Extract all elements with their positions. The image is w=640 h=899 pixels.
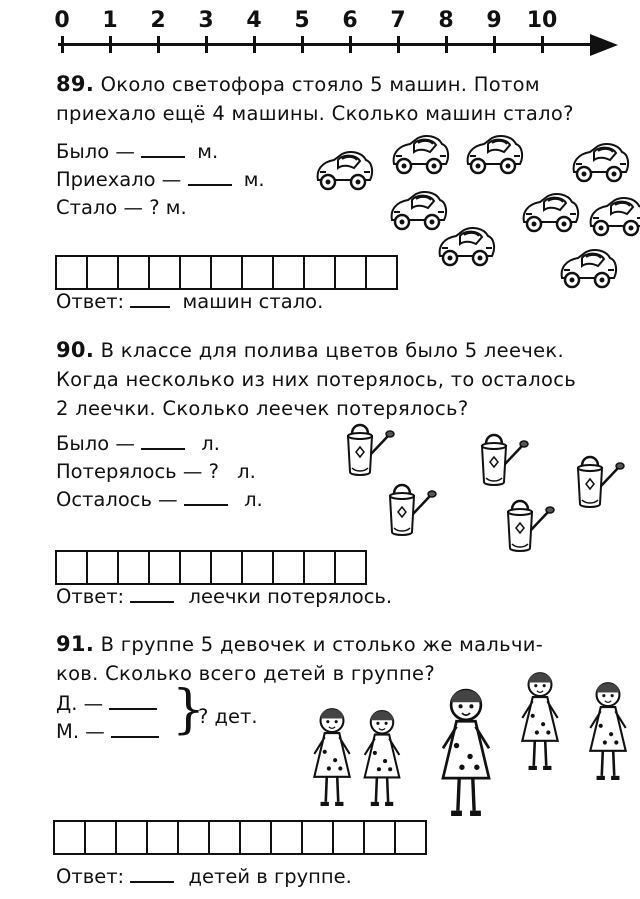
curly-brace: } [172,680,206,740]
row-devochki: Д. — [56,692,157,715]
solution-cell[interactable] [239,820,272,855]
solution-cell[interactable] [55,550,88,585]
car-illustration [568,142,632,186]
car-illustration [388,134,452,178]
solution-cell[interactable] [365,255,398,290]
solution-cell[interactable] [210,255,243,290]
solution-cell[interactable] [241,550,274,585]
solution-cell[interactable] [117,550,150,585]
row-bylo: Было — м. [56,140,219,163]
problem-91-text-line2: ков. Сколько всего детей в группе? [56,662,435,685]
watering-can-illustration [470,428,530,490]
solution-cell[interactable] [179,550,212,585]
solution-cell[interactable] [117,255,150,290]
problem-90-text-line2: Когда несколько из них потерялось, то осталось [56,368,577,391]
number-line-label: 3 [198,8,214,33]
solution-cell[interactable] [53,820,86,855]
answer-blank[interactable] [130,292,170,308]
solution-cell[interactable] [303,550,336,585]
solution-cells [55,255,398,290]
number-line-axis [58,43,606,46]
number-line-tick [61,36,64,53]
solution-cell[interactable] [115,820,148,855]
number-line-tick [205,36,208,53]
solution-cell[interactable] [146,820,179,855]
girl-illustration [512,670,568,770]
answer-blank[interactable] [111,722,159,738]
answer-blank[interactable] [141,142,185,158]
answer-blank[interactable] [130,867,174,883]
car-illustration [462,134,526,178]
car-illustration [518,192,582,236]
solution-cell[interactable] [270,820,303,855]
number-line-label: 9 [486,8,502,33]
problem-number: 90. [56,338,95,362]
row-ostalos: Осталось — л. [56,488,263,511]
problem-90-text-line1: 90. В классе для полива цветов было 5 леечек. [56,338,564,362]
number-line-arrow [590,34,618,56]
problem-89-text-line1: 89. Около светофора стояло 5 машин. Потом [56,72,540,96]
watering-can-illustration [378,478,438,540]
solution-cell[interactable] [177,820,210,855]
row-priekhalo: Приехало — м. [56,168,265,191]
problem-number: 91. [56,632,95,656]
number-line-label: 1 [102,8,118,33]
number-line-tick [109,36,112,53]
number-line-label: 2 [150,8,166,33]
number-line-label: 4 [246,8,262,33]
number-line-tick [445,36,448,53]
solution-cell[interactable] [241,255,274,290]
number-line-tick [157,36,160,53]
row-poteryalos: Потерялось — ? л. [56,460,256,483]
solution-cell[interactable] [210,550,243,585]
solution-cell[interactable] [272,255,305,290]
number-line-label: 10 [526,8,558,33]
solution-cell[interactable] [334,255,367,290]
answer-blank[interactable] [130,587,174,603]
number-line-label: 0 [54,8,70,33]
number-line-label: 5 [294,8,310,33]
question-total: ? дет. [198,705,258,728]
girl-illustration [580,680,636,780]
car-illustration [556,248,620,292]
girl-illustration [430,686,502,816]
solution-cell[interactable] [86,550,119,585]
answer-blank[interactable] [188,170,232,186]
problem-90-text-line3: 2 леечки. Сколько леечек потерялось? [56,397,469,420]
solution-cell[interactable] [84,820,117,855]
number-line-tick [493,36,496,53]
solution-cell[interactable] [332,820,365,855]
answer-blank[interactable] [141,434,185,450]
number-line-tick [541,36,544,53]
solution-cell[interactable] [301,820,334,855]
row-bylo: Было — л. [56,432,220,455]
solution-cell[interactable] [55,255,88,290]
car-illustration [312,150,376,194]
number-line-label: 7 [390,8,406,33]
row-stalo: Стало — ? м. [56,196,187,219]
answer-line: Ответ: детей в группе. [56,865,352,888]
solution-cells [53,820,427,855]
problem-91-text-line1: 91. В группе 5 девочек и столько же мальчи- [56,632,544,656]
number-line-tick [397,36,400,53]
number-line-tick [349,36,352,53]
solution-cell[interactable] [208,820,241,855]
solution-cell[interactable] [148,255,181,290]
number-line-tick [253,36,256,53]
boy-illustration [356,708,408,806]
problem-89-text-line2: приехало ещё 4 машины. Сколько машин стало? [56,102,574,125]
solution-cell[interactable] [363,820,396,855]
number-line-label: 8 [438,8,454,33]
car-illustration [434,226,498,270]
solution-cell[interactable] [394,820,427,855]
solution-cell[interactable] [272,550,305,585]
car-illustration [585,196,640,240]
problem-number: 89. [56,72,95,96]
solution-cell[interactable] [334,550,367,585]
girl-illustration [304,706,360,806]
solution-cell[interactable] [148,550,181,585]
solution-cell[interactable] [303,255,336,290]
answer-blank[interactable] [184,490,228,506]
solution-cells [55,550,367,585]
number-line-label: 6 [342,8,358,33]
row-malchiki: М. — [56,720,159,743]
answer-blank[interactable] [109,694,157,710]
answer-line: Ответ: леечки потерялось. [56,585,393,608]
solution-cell[interactable] [86,255,119,290]
watering-can-illustration [336,418,396,480]
number-line-tick [301,36,304,53]
solution-cell[interactable] [179,255,212,290]
watering-can-illustration [496,494,556,556]
answer-line: Ответ: машин стало. [56,290,324,313]
watering-can-illustration [566,450,626,512]
